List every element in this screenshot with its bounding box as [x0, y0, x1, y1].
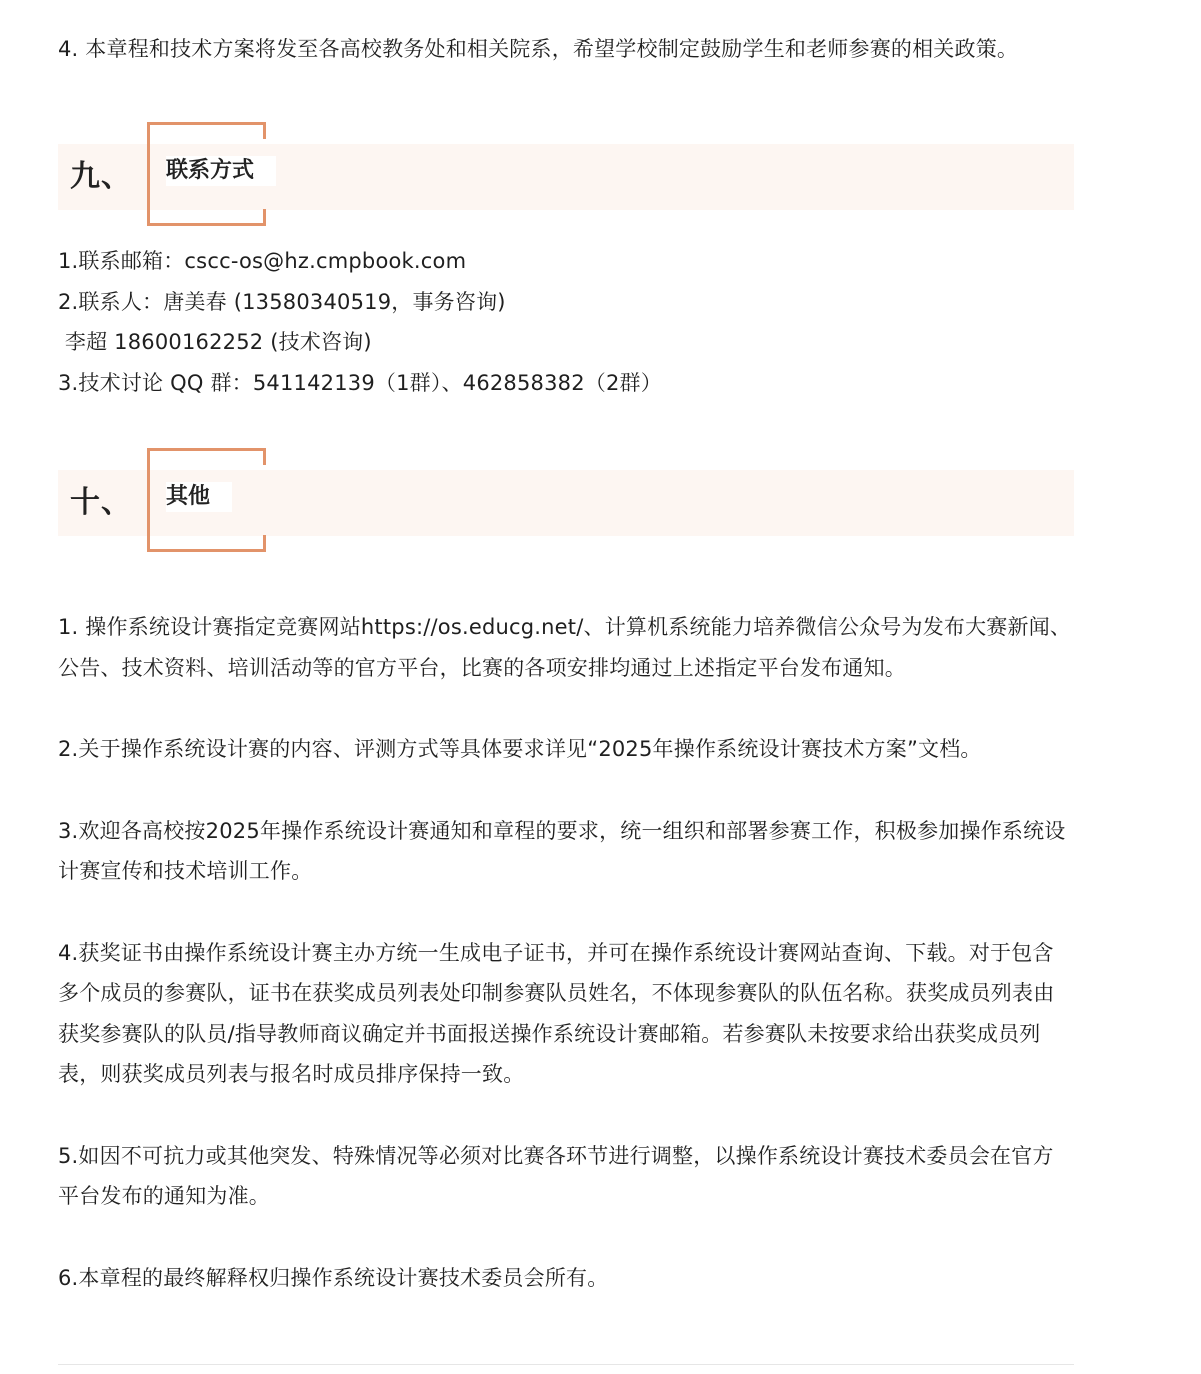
other-paragraph-5: 5.如因不可抗力或其他突发、特殊情况等必须对比赛各环节进行调整，以操作系统设计赛技术委员会在官方平台发布的通知为准。: [58, 1143, 1054, 1208]
other-paragraph-2: 2.关于操作系统设计赛的内容、评测方式等具体要求详见“2025年操作系统设计赛技术方案”文档。: [58, 737, 982, 761]
contact-person-2: 李超 18600162252 (技术咨询): [58, 330, 372, 354]
other-paragraph-4: 4.获奖证书由操作系统设计赛主办方统一生成电子证书，并可在操作系统设计赛网站查询、下载。对于包含多个成员的参赛队，证书在获奖成员列表处印制参赛队员姓名，不体现参赛队的队伍名称。获奖成员列表由获奖参赛队的队员/指导教师商议确定并书面报送操作系统设计赛邮箱。若参赛队未按要求给出获奖成员列表，则获奖成员列表与报名时成员排序保持一致。: [58, 940, 1055, 1086]
contact-list: [58, 241, 1074, 403]
other-paragraph-6: 6.本章程的最终解释权归操作系统设计赛技术委员会所有。: [58, 1265, 609, 1290]
section-title: 联系方式: [166, 156, 276, 186]
section-number: 九、: [70, 159, 132, 194]
section-header-other: [58, 470, 1074, 536]
contact-email: 1.联系邮箱：cscc-os@hz.cmpbook.com: [58, 249, 467, 273]
contact-person-1: 2.联系人：唐美春 (13580340519，事务咨询): [58, 289, 506, 314]
bottom-divider: [58, 1364, 1074, 1365]
other-paragraph-3: 3.欢迎各高校按2025年操作系统设计赛通知和章程的要求，统一组织和部署参赛工作，积极参加操作系统设计赛宣传和技术培训工作。: [58, 818, 1066, 883]
paragraph-charter-distribution: 4. 本章程和技术方案将发至各高校教务处和相关院系，希望学校制定鼓励学生和老师参赛的相关政策。: [58, 37, 1019, 61]
section-title: 其他: [166, 482, 232, 512]
other-paragraph-1: 1. 操作系统设计赛指定竞赛网站https://os.educg.net/、计算机系统能力培养微信公众号为发布大赛新闻、公告、技术资料、培训活动等的官方平台，比赛的各项安排均通过上述指定平台发布通知。: [58, 615, 1072, 680]
other-paragraph-list: [58, 607, 1074, 1339]
section-header-contact: [58, 144, 1074, 210]
section-number: 十、: [70, 485, 132, 520]
contact-qq-group: 3.技术讨论 QQ 群：541142139（1群）、462858382（2群）: [58, 370, 662, 395]
intro-paragraph-block: [58, 29, 1074, 70]
